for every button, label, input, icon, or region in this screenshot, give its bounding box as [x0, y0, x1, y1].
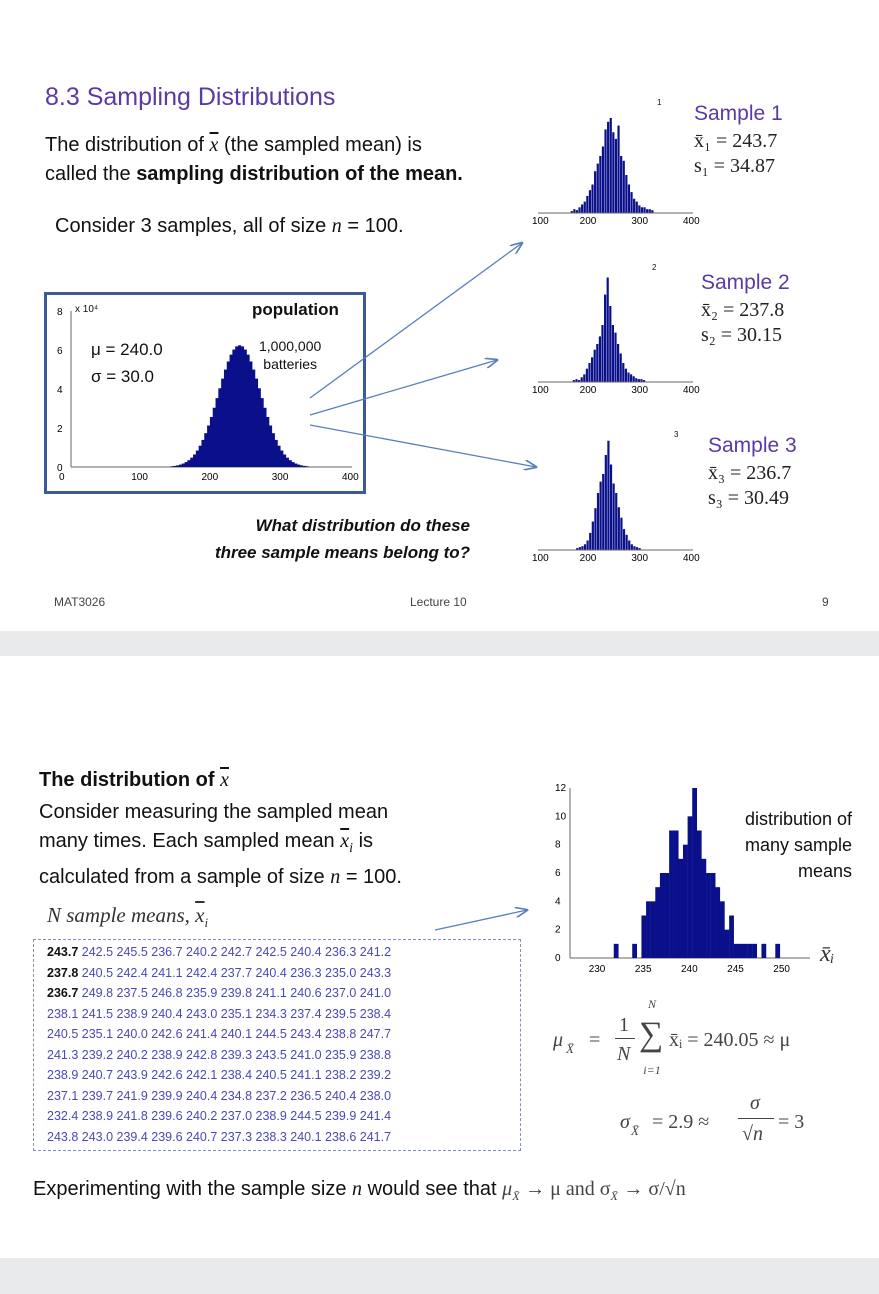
- population-bar: [201, 440, 204, 467]
- population-bar: [286, 458, 289, 467]
- slide-1: [0, 0, 879, 631]
- sample-1-corner: 1: [657, 98, 662, 107]
- population-bar: [207, 425, 210, 467]
- sample-bar: [615, 493, 617, 550]
- population-bar: [210, 417, 213, 467]
- population-bar: [294, 464, 297, 467]
- sample-bar: [581, 546, 583, 550]
- population-bar: [258, 388, 261, 467]
- population-x-tick: 100: [131, 472, 148, 483]
- sample-bar: [622, 363, 624, 382]
- footer-course: MAT3026: [54, 595, 106, 609]
- sample-bar: [599, 156, 601, 213]
- sample-bar: [620, 156, 622, 213]
- sample-bar: [581, 377, 583, 382]
- sample-x-tick: 400: [683, 553, 700, 564]
- sample-2-corner: 2: [652, 263, 657, 272]
- sample-means-row: [47, 1089, 391, 1103]
- population-bar: [182, 464, 185, 467]
- slide-title: 8.3 Sampling Distributions: [45, 83, 336, 111]
- sample-means-values: 242.5 245.5 236.7 240.2 242.7 242.5 240.4 236.3 241.2: [81, 945, 392, 959]
- sample-bar: [584, 544, 586, 550]
- sample-bar: [605, 455, 607, 550]
- population-y-tick: 2: [57, 424, 63, 435]
- sample-bar: [630, 192, 632, 213]
- sample-bar: [633, 546, 635, 550]
- means-histogram-bar: [734, 944, 739, 958]
- n-samples-label: N sample means, $\overline{x}_i$: [47, 903, 209, 931]
- sample-bar: [601, 325, 603, 382]
- arrows: [300, 235, 550, 480]
- population-bar: [224, 370, 227, 467]
- means-histogram-bar: [775, 944, 780, 958]
- sample-bar: [597, 164, 599, 213]
- sample-bar: [635, 378, 637, 382]
- sample-means-values: 241.3 239.2 240.2 238.9 242.8 239.3 243.5 241.0 235.9 238.8: [47, 1047, 392, 1062]
- sample-means-values: 237.1 239.7 241.9 239.9 240.4 234.8 237.2 236.5 240.4 238.0: [47, 1088, 392, 1103]
- sample-means-row: [47, 1130, 391, 1144]
- means-histogram-y-tick: 4: [555, 896, 561, 908]
- population-bar: [171, 466, 174, 467]
- population-y-tick: 0: [57, 463, 63, 474]
- population-bar: [190, 458, 193, 467]
- sample-bar: [586, 196, 588, 213]
- means-histogram-y-tick: 0: [555, 953, 561, 964]
- sample-bar: [604, 129, 606, 213]
- arrow-to-sample-1: [310, 243, 522, 398]
- sample-bar: [618, 507, 620, 550]
- population-bar: [185, 462, 188, 467]
- histogram-label: distribution of many sample means: [744, 809, 852, 881]
- sample-3-corner: 3: [674, 430, 679, 439]
- formula-sd: σ X̄ = 2.9 ≈ σ √n = 3: [620, 1092, 805, 1145]
- sample-means-row: [47, 1007, 391, 1021]
- population-bar: [272, 433, 275, 467]
- sample-x-tick: 200: [579, 216, 597, 227]
- means-histogram-x-tick: 245: [727, 964, 744, 975]
- sample-3-stats: Sample 3 x̄₃ = 236.7 s₃ = 30.49: [708, 434, 797, 509]
- population-bar: [249, 361, 252, 467]
- sample-bar: [573, 209, 575, 213]
- population-bar: [263, 408, 266, 467]
- sample-bar: [623, 529, 625, 550]
- sample-bar: [602, 147, 604, 214]
- sample-bar: [610, 118, 612, 213]
- sample-means-row: [47, 966, 391, 980]
- sample-1-stats: Sample 1 x̄₁ = 243.7 s₁ = 34.87: [694, 102, 783, 177]
- sample-bar: [599, 336, 601, 382]
- sample-bar: [594, 171, 596, 213]
- sample-means-table: [33, 939, 521, 1151]
- population-bar: [193, 454, 196, 467]
- means-histogram-bar: [692, 788, 697, 958]
- highlighted-sample-mean: 236.7: [47, 986, 82, 1000]
- sample-x-tick: 200: [579, 385, 597, 396]
- population-bar: [252, 370, 255, 467]
- sample-bar: [643, 207, 645, 213]
- means-histogram-bar: [729, 916, 734, 959]
- population-x-tick: 300: [271, 472, 289, 483]
- population-bar: [232, 350, 235, 467]
- means-histogram-x-tick: 250: [773, 964, 790, 975]
- population-bar: [230, 355, 233, 467]
- sample-means-row: [47, 1027, 391, 1041]
- means-histogram-bar: [748, 944, 753, 958]
- sample-bar: [607, 441, 609, 550]
- population-y-tick: 4: [57, 385, 63, 396]
- sample-bar: [617, 344, 619, 382]
- means-histogram-bar: [738, 944, 743, 958]
- sample-bar: [596, 344, 598, 382]
- sample-bar: [613, 484, 615, 551]
- means-histogram-bar: [674, 831, 679, 959]
- formula-mean: μ X̄ = 1 N N ∑ i=1 x̄ᵢ = 240.05 ≈ μ: [553, 997, 791, 1077]
- xbar-symbol: $\overline{x}$: [209, 134, 219, 156]
- sample-bar: [638, 205, 640, 213]
- population-bar: [280, 451, 283, 467]
- means-histogram-bar: [655, 887, 660, 958]
- sample-means-values: 238.1 241.5 238.9 240.4 243.0 235.1 234.3 237.4 239.5 238.4: [47, 1006, 392, 1021]
- population-bar: [227, 361, 230, 467]
- sample-means-values: 243.8 243.0 239.4 239.6 240.7 237.3 238.3 240.1 238.6 241.7: [47, 1129, 392, 1144]
- population-bar: [218, 388, 221, 467]
- means-histogram-bar: [669, 831, 674, 959]
- population-title: population: [252, 300, 339, 319]
- means-histogram-bar: [720, 901, 725, 958]
- population-bar: [269, 425, 272, 467]
- sample-bar: [646, 209, 648, 213]
- population-bar: [176, 465, 179, 467]
- sample-bar: [630, 374, 632, 382]
- means-histogram-bar: [683, 845, 688, 958]
- population-bar: [196, 451, 199, 467]
- population-bar: [199, 446, 202, 467]
- sample-bar: [636, 202, 638, 213]
- means-histogram-bar: [725, 930, 730, 958]
- sample-means-values: 232.4 238.9 241.8 239.6 240.2 237.0 238.9 244.5 239.9 241.4: [47, 1109, 392, 1123]
- arrow-to-sample-2: [310, 360, 497, 415]
- means-histogram-bar: [665, 873, 670, 958]
- sample-bar: [607, 278, 609, 383]
- means-histogram-bar: [711, 873, 716, 958]
- highlighted-sample-mean: 237.8: [47, 965, 82, 980]
- sample-x-tick: 400: [683, 385, 700, 396]
- arrow-to-histogram: [430, 904, 535, 934]
- population-bar: [246, 355, 249, 467]
- slide-2-paragraph: Consider measuring the sampled mean many times. Each sampled mean $\overline{x}_i$ is calculated from a sample of size n = 100.: [39, 801, 402, 888]
- means-histogram-bar: [752, 944, 757, 958]
- sample-bar: [586, 369, 588, 382]
- sample-means-values: 249.8 237.5 246.8 235.9 239.8 241.1 240.6 237.0 241.0: [81, 986, 392, 1000]
- population-bar: [277, 446, 280, 467]
- sample-bar: [631, 544, 633, 550]
- population-bar: [179, 465, 182, 467]
- sample-bar: [626, 535, 628, 550]
- population-mu: μ = 240.0: [91, 340, 163, 359]
- sample-means-row: [47, 1048, 391, 1062]
- sample-x-tick: 100: [532, 385, 549, 396]
- sample-means-values: 240.5 242.4 241.1 242.4 237.7 240.4 236.3 235.0 243.3: [81, 965, 392, 980]
- sample-bar: [609, 306, 611, 382]
- means-histogram-bar: [743, 944, 748, 958]
- sample-bar: [584, 202, 586, 213]
- highlighted-sample-mean: 243.7: [47, 945, 82, 959]
- sample-bar: [628, 541, 630, 551]
- means-histogram-bar: [715, 887, 720, 958]
- sample-bar: [617, 126, 619, 213]
- sample-1-histogram: [530, 85, 700, 235]
- sample-means-row: [47, 1109, 391, 1123]
- population-x-tick: 0: [59, 472, 65, 483]
- sample-bar: [587, 541, 589, 551]
- means-histogram-bar: [651, 901, 656, 958]
- sample-2-stats: Sample 2 x̄₂ = 237.8 s₂ = 30.15: [701, 271, 790, 346]
- population-x-tick: 400: [342, 472, 359, 483]
- means-histogram-y-tick: 2: [555, 924, 561, 936]
- population-bar: [241, 346, 244, 467]
- population-bar: [238, 345, 241, 467]
- sample-bar: [633, 199, 635, 213]
- sample-x-tick: 200: [579, 553, 597, 564]
- sample-bar: [607, 122, 609, 213]
- sample-bar: [594, 350, 596, 382]
- sample-bar: [641, 207, 643, 213]
- sample-bar: [594, 508, 596, 550]
- population-bar: [255, 379, 258, 467]
- sample-bar: [620, 354, 622, 383]
- sample-bar: [610, 465, 612, 551]
- arrow-to-sample-3: [310, 425, 536, 467]
- sample-bar: [589, 190, 591, 213]
- sample-3-histogram: [530, 418, 700, 568]
- sample-x-tick: 300: [631, 385, 649, 396]
- sample-bar: [627, 373, 629, 383]
- sample-bar: [612, 325, 614, 382]
- sample-bar: [625, 369, 627, 382]
- population-bar: [213, 408, 216, 467]
- sample-2-histogram: [530, 250, 700, 400]
- population-size: 1,000,000 batteries: [259, 338, 322, 372]
- means-histogram-bar: [614, 944, 619, 958]
- population-bar: [235, 346, 238, 467]
- means-histogram-bar: [646, 901, 651, 958]
- footer-page-number: 9: [822, 595, 829, 609]
- sample-bar: [623, 161, 625, 213]
- sample-x-tick: 300: [631, 553, 649, 564]
- sample-bar: [592, 522, 594, 551]
- sample-bar: [612, 132, 614, 213]
- population-y-tick: 8: [57, 307, 63, 318]
- means-histogram-bar: [660, 873, 665, 958]
- population-bar: [216, 398, 219, 467]
- sample-bar: [614, 333, 616, 382]
- means-histogram-y-tick: 10: [555, 811, 567, 823]
- sample-bar: [620, 518, 622, 550]
- population-bar: [187, 460, 190, 467]
- sample-bar: [604, 295, 606, 382]
- means-histogram-y-tick: 8: [555, 839, 561, 851]
- population-bar: [260, 398, 263, 467]
- sample-bar: [591, 185, 593, 214]
- population-x-tick: 200: [201, 472, 219, 483]
- population-bar: [289, 460, 292, 467]
- population-bar: [266, 417, 269, 467]
- population-bar: [221, 379, 224, 467]
- sample-bar: [591, 357, 593, 382]
- sample-means-row: [47, 945, 391, 959]
- sample-means-values: 238.9 240.7 243.9 242.6 242.1 238.4 240.5 241.1 238.2 239.2: [47, 1068, 392, 1082]
- sample-bar: [602, 474, 604, 550]
- sample-bar: [589, 533, 591, 550]
- population-bar: [173, 466, 176, 467]
- sample-x-tick: 100: [532, 216, 549, 227]
- means-histogram-bar: [641, 916, 646, 959]
- means-histogram-bar: [706, 873, 711, 958]
- means-histogram-bar: [761, 944, 766, 958]
- population-bar: [204, 433, 207, 467]
- consider-text: Consider 3 samples, all of size n = 100.: [55, 215, 404, 237]
- question-text: What distribution do these three sample means belong to?: [214, 516, 470, 562]
- footer-lecture: Lecture 10: [410, 595, 467, 609]
- sample-bar: [597, 493, 599, 550]
- sample-bar: [588, 363, 590, 382]
- means-histogram-x-tick: 230: [588, 964, 606, 975]
- sample-x-tick: 300: [631, 216, 649, 227]
- sample-bar: [649, 209, 651, 213]
- sample-bar: [615, 139, 617, 213]
- population-bar: [244, 350, 247, 467]
- y-exponent: x 10⁴: [75, 304, 99, 315]
- sample-bar: [578, 207, 580, 213]
- slide-2-heading: The distribution of $\overline{x}$: [39, 769, 229, 791]
- population-bar: [283, 454, 286, 467]
- intro-text: The distribution of $\overline{x}$ (the sampled mean) is called the sampling distribution of the mean.: [45, 134, 463, 185]
- means-histogram-x-tick: 235: [634, 964, 652, 975]
- sample-means-values: 240.5 235.1 240.0 242.6 241.4 240.1 244.5 243.4 238.8 247.7: [47, 1027, 392, 1041]
- population-bar: [291, 462, 294, 467]
- slide-2: [0, 656, 879, 1258]
- means-histogram-y-tick: 12: [555, 783, 567, 794]
- means-histogram-bar: [632, 944, 637, 958]
- means-histogram-bar: [678, 859, 683, 958]
- sample-x-tick: 100: [532, 553, 549, 564]
- population-y-tick: 6: [57, 346, 63, 357]
- sample-x-tick: 400: [683, 216, 700, 227]
- sample-bar: [625, 175, 627, 213]
- means-histogram-bar: [688, 816, 693, 958]
- population-sigma: σ = 30.0: [91, 367, 154, 386]
- conclusion-text: Experimenting with the sample size n would see that $\mu_{X̄} \to \mu$ and $\sigma_{X̄} \to \sigma/√n$: [33, 1178, 686, 1203]
- population-bar: [275, 440, 278, 467]
- sample-means-row: [47, 1068, 391, 1082]
- sample-bar: [583, 374, 585, 382]
- histogram-axis-symbol: x̄ᵢ: [820, 941, 835, 967]
- sample-means-row: [47, 986, 391, 1000]
- means-histogram-y-tick: 6: [555, 868, 561, 879]
- sum-symbol: ∑: [639, 1016, 664, 1053]
- sample-bar: [628, 185, 630, 214]
- means-histogram-x-tick: 240: [681, 964, 698, 975]
- sample-bar: [600, 482, 602, 550]
- sample-bar: [581, 204, 583, 213]
- sample-bar: [633, 376, 635, 382]
